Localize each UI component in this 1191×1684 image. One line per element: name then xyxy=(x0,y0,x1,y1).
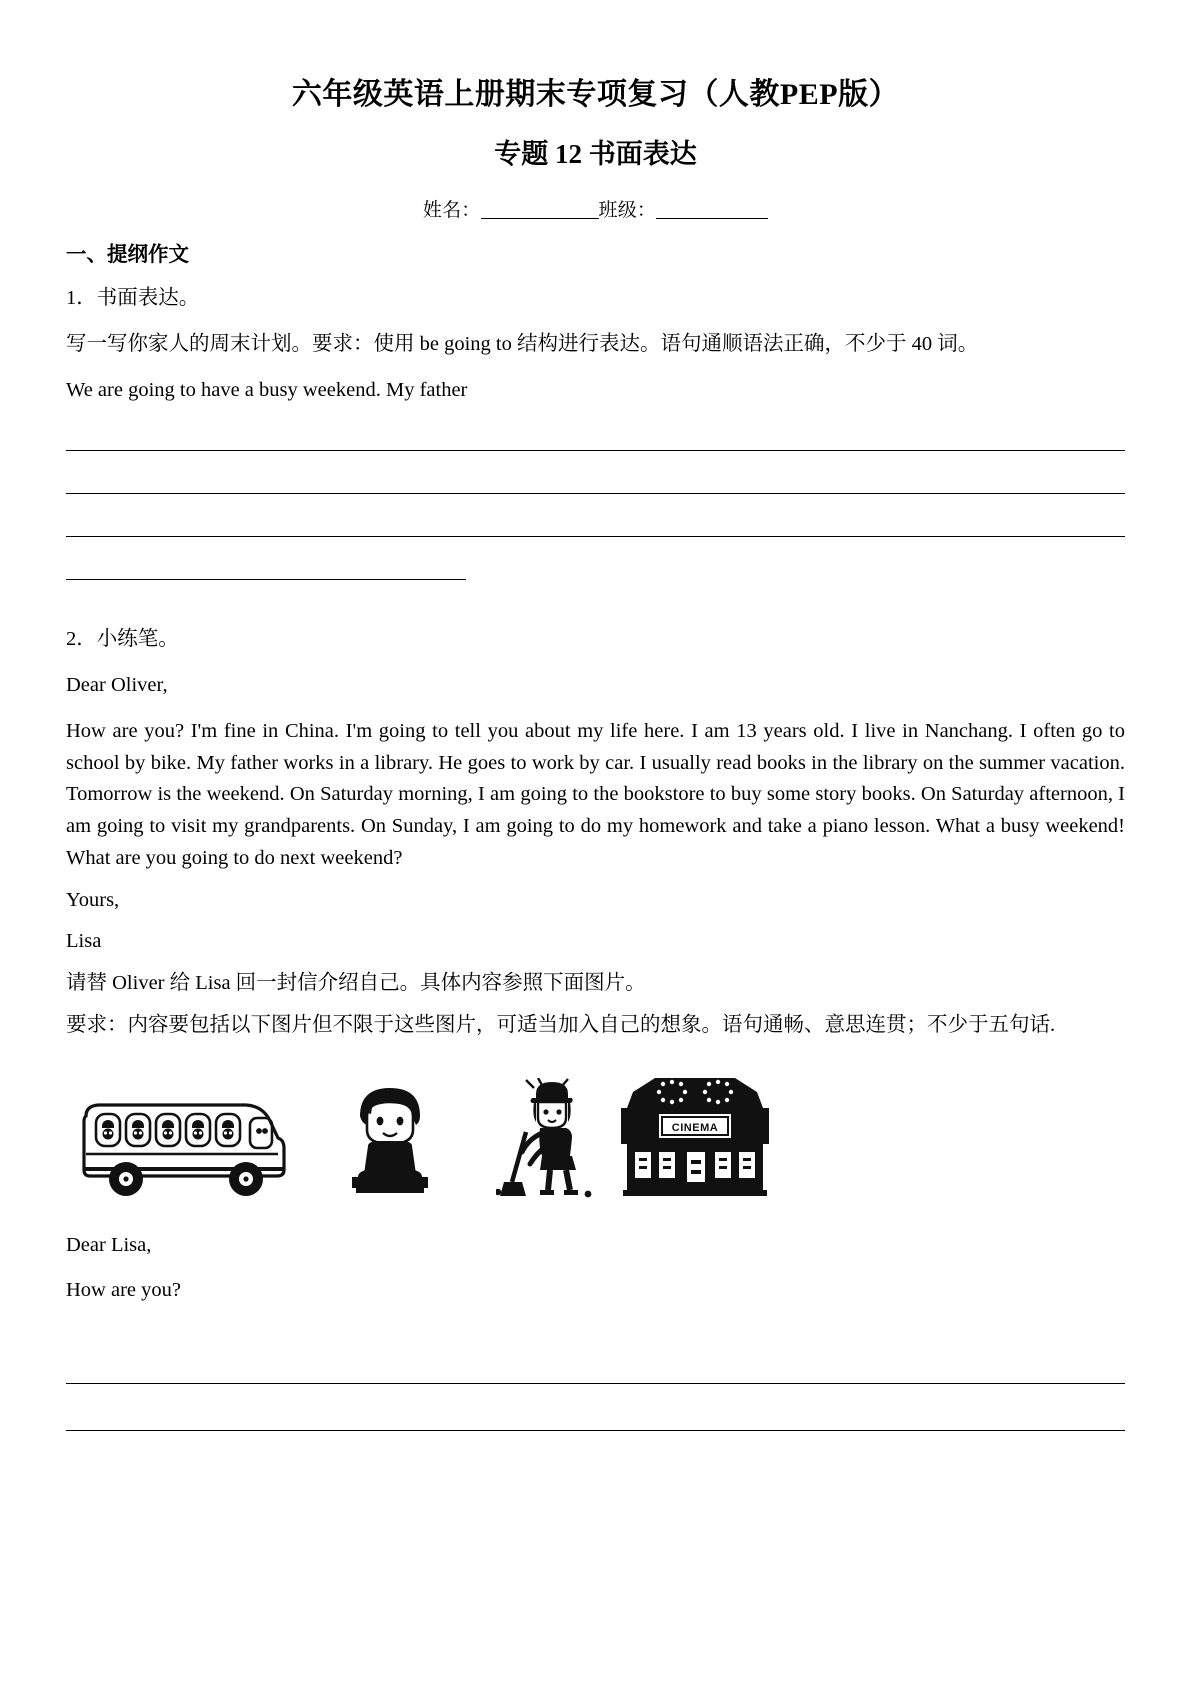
answer-rule-line[interactable] xyxy=(66,450,1125,451)
document-title: 六年级英语上册期末专项复习（人教PEP版） xyxy=(291,78,900,111)
item-1-answer-area[interactable] xyxy=(66,406,1125,580)
letter-closing: Yours, xyxy=(66,888,120,911)
item-2-number: 2．小练笔。 xyxy=(66,628,179,651)
reply-opening: How are you? xyxy=(66,1279,181,1302)
reply-salutation: Dear Lisa, xyxy=(66,1233,152,1256)
illustration-strip xyxy=(66,1072,1125,1204)
cinema-marquee-text: CINEMA xyxy=(671,1121,719,1134)
letter-salutation: Dear Oliver, xyxy=(66,674,168,697)
cinema-building-illustration xyxy=(611,1074,779,1202)
item-1-starter: We are going to have a busy weekend. My father xyxy=(66,378,468,401)
answer-rule-line[interactable] xyxy=(66,493,1125,494)
item-2-answer-area[interactable] xyxy=(66,1307,1125,1431)
item-1-prompt: 写一写你家人的周末计划。要求：使用 be going to 结构进行表达。语句通顺语法正确，不少于 40 词。 xyxy=(66,332,979,355)
letter-signature: Lisa xyxy=(66,930,102,953)
answer-rule-line[interactable] xyxy=(66,536,1125,537)
name-blank[interactable] xyxy=(481,218,599,219)
school-bus-illustration xyxy=(78,1090,288,1202)
reply-instruction: 请替 Oliver 给 Lisa 回一封信介绍自己。具体内容参照下面图片。 xyxy=(66,972,646,995)
boy-at-desk-illustration xyxy=(338,1082,442,1200)
answer-rule-line[interactable] xyxy=(66,1430,1125,1431)
section-spacer xyxy=(66,580,1125,624)
name-label: 姓名： xyxy=(422,200,481,222)
class-blank[interactable] xyxy=(656,218,768,219)
name-class-line xyxy=(66,171,1125,222)
item-1-number: 1．书面表达。 xyxy=(66,287,200,309)
section-one-heading: 一、提纲作文 xyxy=(66,244,189,267)
girl-sweeping-illustration xyxy=(496,1078,604,1200)
class-label: 班级： xyxy=(598,200,657,222)
document-subtitle: 专题 12 书面表达 xyxy=(494,138,697,169)
answer-rule-line[interactable] xyxy=(66,1383,1125,1384)
reply-requirement: 要求：内容要包括以下图片但不限于这些图片，可适当加入自己的想象。语句通畅、意思连贯；不少于五句话. xyxy=(66,1013,1056,1036)
letter-body: How are you? I'm fine in China. I'm going to tell you about my life here. I am 13 years old. I live in Nanchang. I often go to school by bike. My father works in a library. He goes to work by car. I usually read books in the library on the summer vacation. Tomorrow is the weekend. On Saturday morning, I am going to the bookstore to buy some story books. On Saturday afternoon, I am going to visit my grandparents. On Sunday, I am going to do my homework and take a piano lesson. What a busy weekend! What are you going to do next weekend? xyxy=(66,719,1125,869)
